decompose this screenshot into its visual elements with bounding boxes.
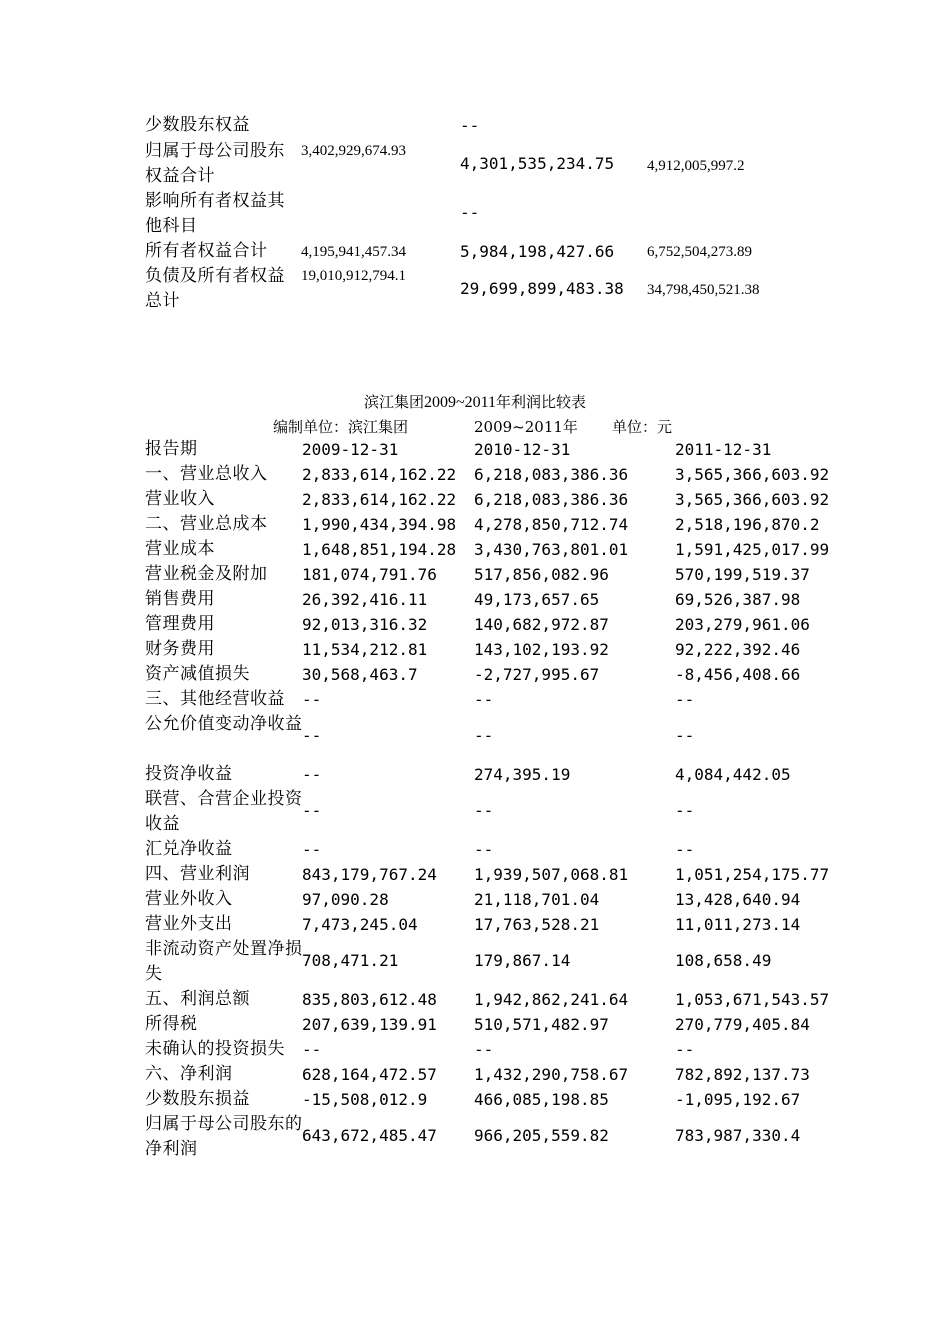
row-label: 非流动资产处置净损失 [145, 939, 303, 984]
value-2010: 517,856,082.96 [474, 565, 609, 584]
value-2010: -- [474, 840, 494, 859]
value-2009: 26,392,416.11 [302, 590, 428, 609]
table-header-row [145, 437, 845, 462]
value-2011: 1,053,671,543.57 [675, 990, 830, 1009]
value-2009: 3,402,929,674.93 [301, 143, 406, 159]
value-2009: 2,833,614,162.22 [302, 490, 457, 509]
value-2011: 11,011,273.14 [675, 915, 801, 934]
value-2011: 203,279,961.06 [675, 615, 810, 634]
value-2009: 1,648,851,194.28 [302, 540, 457, 559]
value-2011: 92,222,392.46 [675, 640, 801, 659]
value-2009: 1,990,434,394.98 [302, 515, 457, 534]
table-row [145, 912, 845, 937]
table-row [145, 762, 845, 787]
value-2010: 1,432,290,758.67 [474, 1065, 629, 1084]
value-2010: 4,278,850,712.74 [474, 515, 629, 534]
value-2010: 6,218,083,386.36 [474, 490, 629, 509]
value-2009: 7,473,245.04 [302, 915, 418, 934]
value-2009: -- [302, 1040, 322, 1059]
value-2009: -- [302, 690, 322, 709]
header-2010: 2010-12-31 [474, 440, 571, 459]
value-2011: -8,456,408.66 [675, 665, 801, 684]
value-2009: 843,179,767.24 [302, 865, 437, 884]
row-label: 归属于母公司股东权益合计 [145, 141, 285, 186]
table-title [0, 391, 950, 412]
value-2009: 92,013,316.32 [302, 615, 428, 634]
value-2011: -- [675, 840, 695, 859]
table-row [145, 937, 845, 987]
value-2010: 510,571,482.97 [474, 1015, 609, 1034]
table-row [145, 837, 845, 862]
value-2011: 6,752,504,273.89 [647, 244, 752, 260]
value-2009: 4,195,941,457.34 [301, 244, 406, 260]
row-label: 影响所有者权益其他科目 [145, 191, 285, 236]
value-2010: -- [460, 116, 480, 135]
value-2011: 1,051,254,175.77 [675, 865, 830, 884]
value-2010: 1,939,507,068.81 [474, 865, 629, 884]
value-2009: 628,164,472.57 [302, 1065, 437, 1084]
value-2010: -- [474, 726, 494, 745]
row-label: 营业税金及附加 [145, 564, 268, 584]
table-row [145, 712, 845, 762]
table-row [145, 1037, 845, 1062]
value-2011: 3,565,366,603.92 [675, 465, 830, 484]
value-2011: 4,084,442.05 [675, 765, 791, 784]
value-2010: -- [460, 203, 480, 222]
value-2010: 4,301,535,234.75 [460, 154, 615, 173]
header-2009: 2009-12-31 [302, 440, 399, 459]
value-2009: 181,074,791.76 [302, 565, 437, 584]
value-2009: 207,639,139.91 [302, 1015, 437, 1034]
value-2011: 3,565,366,603.92 [675, 490, 830, 509]
value-2010: 140,682,972.87 [474, 615, 609, 634]
row-label: 管理费用 [145, 614, 215, 634]
value-2011: 108,658.49 [675, 951, 772, 970]
value-2011: 4,912,005,997.2 [647, 158, 745, 174]
title-company: 滨江集团 [363, 393, 424, 411]
value-2011: 34,798,450,521.38 [647, 282, 760, 298]
row-label: 公允价值变动净收益 [145, 714, 303, 734]
table-row [145, 887, 845, 912]
value-2011: 2,518,196,870.2 [675, 515, 820, 534]
row-label: 汇兑净收益 [145, 839, 233, 859]
value-2009: -- [302, 840, 322, 859]
value-2010: -- [474, 801, 494, 820]
value-2009: 97,090.28 [302, 890, 389, 909]
value-2010: 3,430,763,801.01 [474, 540, 629, 559]
period-label [474, 416, 578, 437]
value-2011: -- [675, 726, 695, 745]
table-row [145, 612, 845, 637]
value-2011: -- [675, 690, 695, 709]
table-row [145, 487, 845, 512]
row-label: 销售费用 [145, 589, 215, 609]
header-label: 报告期 [145, 439, 198, 459]
value-2011: 783,987,330.4 [675, 1126, 801, 1145]
value-2010: 466,085,198.85 [474, 1090, 609, 1109]
period-suffix: 年 [562, 418, 578, 436]
value-2009: 11,534,212.81 [302, 640, 428, 659]
row-label: 一、营业总收入 [145, 464, 268, 484]
value-2010: -2,727,995.67 [474, 665, 600, 684]
row-label: 营业成本 [145, 539, 215, 559]
value-2009: 19,010,912,794.1 [301, 268, 406, 284]
value-2010: 49,173,657.65 [474, 590, 600, 609]
table-row [145, 1087, 845, 1112]
value-2010: 179,867.14 [474, 951, 571, 970]
title-years: 2009~2011 [423, 394, 497, 411]
row-label: 四、营业利润 [145, 864, 250, 884]
value-2010: 1,942,862,241.64 [474, 990, 629, 1009]
period-years: 2009~2011 [474, 418, 563, 436]
value-2010: -- [474, 1040, 494, 1059]
value-2010: -- [474, 690, 494, 709]
row-label: 财务费用 [145, 639, 215, 659]
row-label: 六、净利润 [145, 1064, 233, 1084]
table-row [145, 637, 845, 662]
title-suffix: 年利润比较表 [496, 393, 587, 411]
value-2011: -1,095,192.67 [675, 1090, 801, 1109]
table-row [145, 662, 845, 687]
value-2010: 29,699,899,483.38 [460, 279, 624, 298]
header-2011: 2011-12-31 [675, 440, 772, 459]
table-row [145, 1012, 845, 1037]
row-label: 营业收入 [145, 489, 215, 509]
row-label: 五、利润总额 [145, 989, 250, 1009]
unit-label: 单位：元 [612, 418, 673, 436]
table-row [145, 587, 845, 612]
table-row [145, 1112, 845, 1162]
value-2010: 274,395.19 [474, 765, 571, 784]
value-2009: -- [302, 726, 322, 745]
row-label: 未确认的投资损失 [145, 1039, 285, 1059]
value-2010: 17,763,528.21 [474, 915, 600, 934]
value-2011: -- [675, 1040, 695, 1059]
value-2011: 69,526,387.98 [675, 590, 801, 609]
value-2011: 1,591,425,017.99 [675, 540, 830, 559]
value-2010: 966,205,559.82 [474, 1126, 609, 1145]
value-2010: 143,102,193.92 [474, 640, 609, 659]
table-row [145, 537, 845, 562]
value-2010: 21,118,701.04 [474, 890, 600, 909]
value-2009: 835,803,612.48 [302, 990, 437, 1009]
compiler-label: 编制单位：滨江集团 [273, 418, 409, 436]
value-2011: -- [675, 801, 695, 820]
row-label: 营业外支出 [145, 914, 233, 934]
row-label: 资产减值损失 [145, 664, 250, 684]
value-2011: 270,779,405.84 [675, 1015, 810, 1034]
row-label: 归属于母公司股东的净利润 [145, 1114, 303, 1159]
value-2009: 643,672,485.47 [302, 1126, 437, 1145]
table-row [145, 562, 845, 587]
table-row [145, 987, 845, 1012]
row-label: 投资净收益 [145, 764, 233, 784]
value-2009: -- [302, 765, 322, 784]
row-label: 少数股东权益 [145, 115, 250, 135]
table-row [145, 787, 845, 837]
row-label: 负债及所有者权益总计 [145, 266, 285, 311]
value-2011: 570,199,519.37 [675, 565, 810, 584]
value-2009: 708,471.21 [302, 951, 399, 970]
value-2009: 2,833,614,162.22 [302, 465, 457, 484]
value-2011: 13,428,640.94 [675, 890, 801, 909]
table-row [145, 862, 845, 887]
value-2009: -15,508,012.9 [302, 1090, 428, 1109]
row-label: 所得税 [145, 1014, 198, 1034]
row-label: 三、其他经营收益 [145, 689, 285, 709]
table-row [145, 462, 845, 487]
value-2009: -- [302, 801, 322, 820]
row-label: 联营、合营企业投资收益 [145, 789, 303, 834]
value-2010: 5,984,198,427.66 [460, 242, 615, 261]
value-2010: 6,218,083,386.36 [474, 465, 629, 484]
table-row [145, 687, 845, 712]
row-label: 少数股东损益 [145, 1089, 250, 1109]
row-label: 所有者权益合计 [145, 241, 268, 261]
row-label: 二、营业总成本 [145, 514, 268, 534]
value-2009: 30,568,463.7 [302, 665, 418, 684]
row-label: 营业外收入 [145, 889, 233, 909]
table-row [145, 1062, 845, 1087]
table-row [145, 512, 845, 537]
value-2011: 782,892,137.73 [675, 1065, 810, 1084]
